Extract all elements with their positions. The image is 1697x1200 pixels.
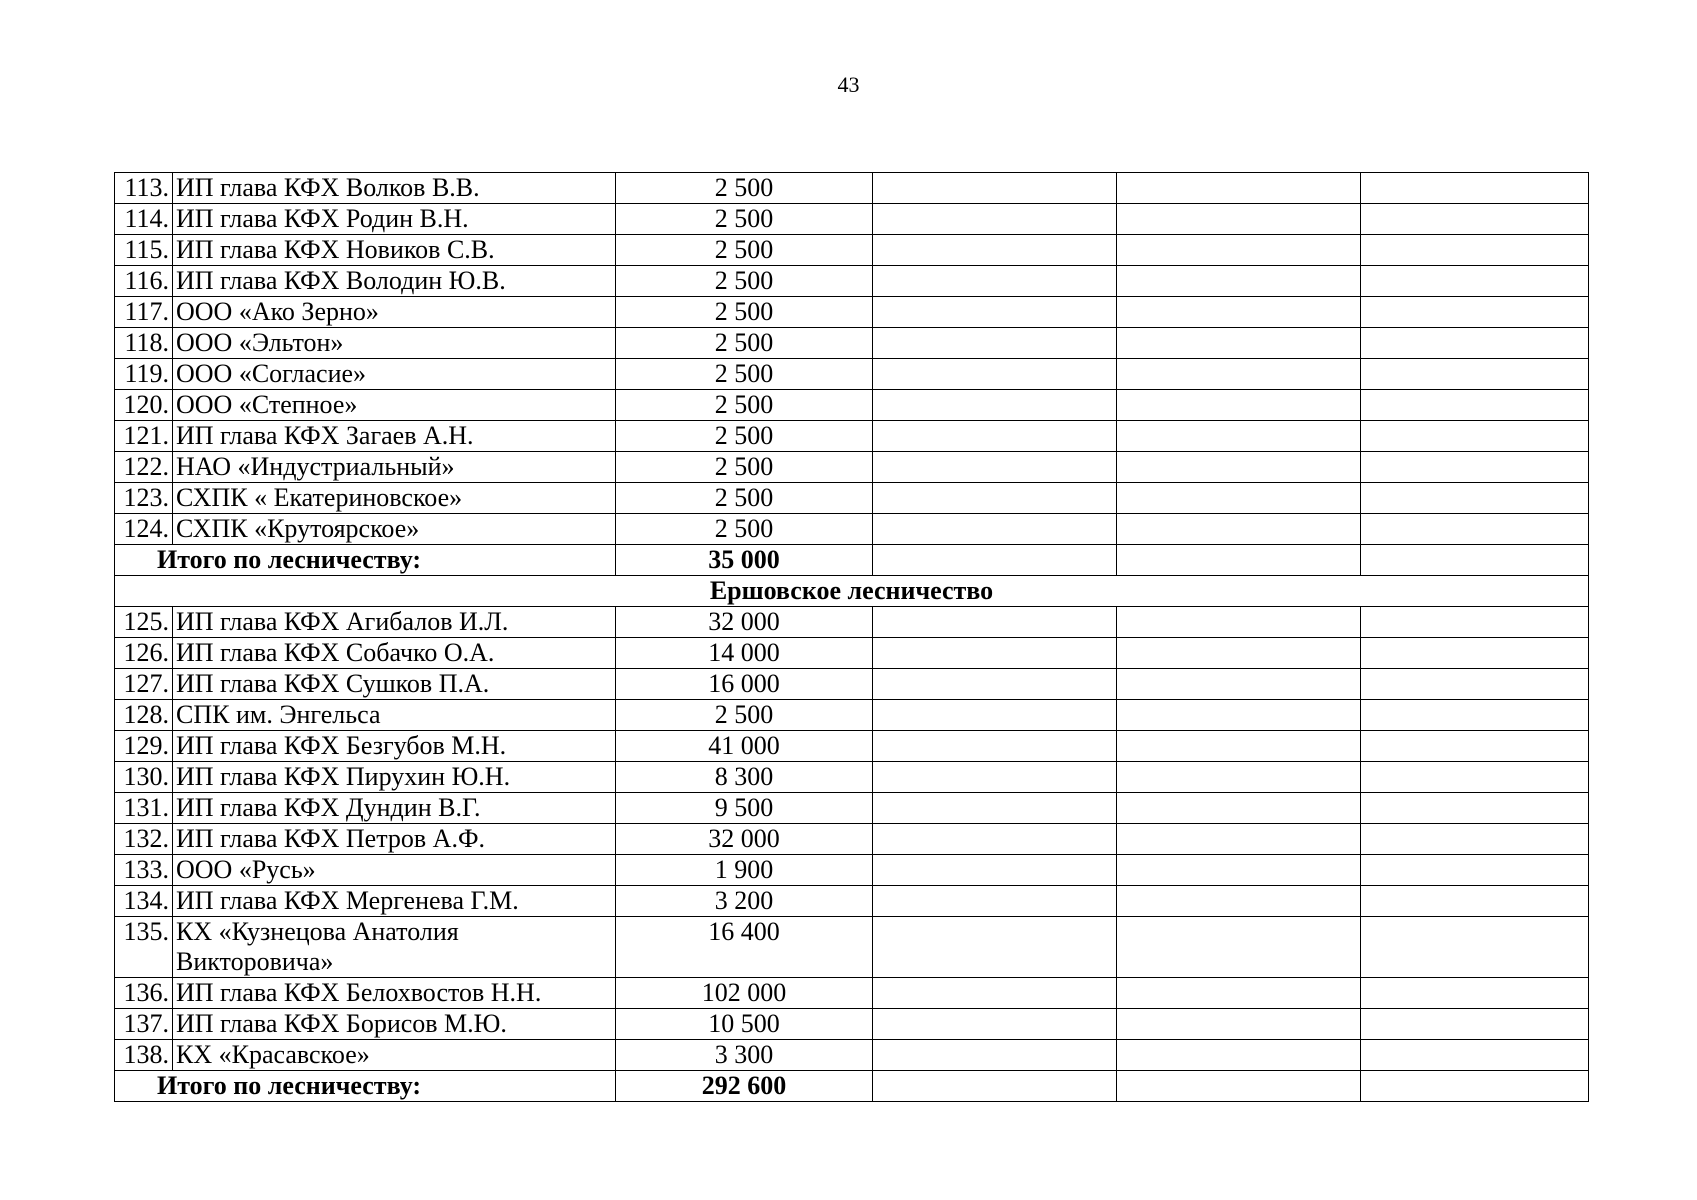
empty-cell [873, 1009, 1117, 1040]
empty-cell [1361, 669, 1589, 700]
row-number: 132. [115, 824, 173, 855]
empty-cell [1117, 607, 1361, 638]
organization-name: ИП глава КФХ Володин Ю.В. [173, 266, 616, 297]
amount-value: 10 500 [616, 1009, 873, 1040]
amount-value: 2 500 [616, 483, 873, 514]
row-number: 129. [115, 731, 173, 762]
row-number: 117. [115, 297, 173, 328]
page-number: 43 [837, 72, 860, 97]
organization-name: ИП глава КФХ Мергенева Г.М. [173, 886, 616, 917]
empty-cell [1361, 173, 1589, 204]
empty-cell [1361, 328, 1589, 359]
empty-cell [1117, 359, 1361, 390]
organization-name: ИП глава КФХ Безгубов М.Н. [173, 731, 616, 762]
total-row [115, 545, 1589, 576]
organization-name: СХПК « Екатериновское» [173, 483, 616, 514]
organization-name: ООО «Русь» [173, 855, 616, 886]
total-label: Итого по лесничеству: [115, 1071, 616, 1102]
organization-name: ООО «Согласие» [173, 359, 616, 390]
empty-cell [1117, 669, 1361, 700]
empty-cell [1117, 266, 1361, 297]
row-number: 130. [115, 762, 173, 793]
empty-cell [1117, 1071, 1361, 1102]
row-number: 116. [115, 266, 173, 297]
table-row [115, 483, 1589, 514]
empty-cell [873, 297, 1117, 328]
empty-cell [873, 638, 1117, 669]
empty-cell [1361, 514, 1589, 545]
row-number: 135. [115, 917, 173, 978]
empty-cell [1361, 483, 1589, 514]
amount-value: 2 500 [616, 452, 873, 483]
amount-value: 2 500 [616, 359, 873, 390]
empty-cell [873, 793, 1117, 824]
empty-cell [1117, 1009, 1361, 1040]
row-number: 119. [115, 359, 173, 390]
empty-cell [1117, 452, 1361, 483]
row-number: 137. [115, 1009, 173, 1040]
organization-name: НАО «Индустриальный» [173, 452, 616, 483]
empty-cell [1117, 762, 1361, 793]
amount-value: 41 000 [616, 731, 873, 762]
empty-cell [1361, 452, 1589, 483]
amount-value: 2 500 [616, 700, 873, 731]
table-row [115, 855, 1589, 886]
empty-cell [1361, 297, 1589, 328]
empty-cell [1117, 638, 1361, 669]
empty-cell [1361, 421, 1589, 452]
empty-cell [1117, 328, 1361, 359]
row-number: 121. [115, 421, 173, 452]
total-value: 35 000 [616, 545, 873, 576]
table-row [115, 978, 1589, 1009]
empty-cell [873, 1040, 1117, 1071]
organization-name: ООО «Степное» [173, 390, 616, 421]
empty-cell [1361, 731, 1589, 762]
empty-cell [873, 545, 1117, 576]
empty-cell [873, 173, 1117, 204]
empty-cell [1361, 1009, 1589, 1040]
empty-cell [873, 762, 1117, 793]
row-number: 131. [115, 793, 173, 824]
empty-cell [1361, 235, 1589, 266]
row-number: 113. [115, 173, 173, 204]
empty-cell [1117, 545, 1361, 576]
empty-cell [1361, 762, 1589, 793]
empty-cell [873, 1071, 1117, 1102]
row-number: 123. [115, 483, 173, 514]
amount-value: 32 000 [616, 607, 873, 638]
empty-cell [873, 607, 1117, 638]
amount-value: 2 500 [616, 328, 873, 359]
table-row [115, 173, 1589, 204]
empty-cell [1361, 545, 1589, 576]
empty-cell [1117, 700, 1361, 731]
amount-value: 2 500 [616, 266, 873, 297]
empty-cell [873, 514, 1117, 545]
empty-cell [1361, 607, 1589, 638]
empty-cell [1361, 886, 1589, 917]
empty-cell [873, 235, 1117, 266]
empty-cell [1361, 700, 1589, 731]
table-row [115, 235, 1589, 266]
empty-cell [1361, 204, 1589, 235]
empty-cell [1117, 793, 1361, 824]
organization-name: ИП глава КФХ Петров А.Ф. [173, 824, 616, 855]
organization-name: ООО «Эльтон» [173, 328, 616, 359]
empty-cell [1117, 173, 1361, 204]
organization-name: СПК им. Энгельса [173, 700, 616, 731]
row-number: 118. [115, 328, 173, 359]
total-row [115, 1071, 1589, 1102]
table-row [115, 1040, 1589, 1071]
empty-cell [873, 886, 1117, 917]
empty-cell [873, 452, 1117, 483]
row-number: 134. [115, 886, 173, 917]
table-row [115, 607, 1589, 638]
table-row [115, 297, 1589, 328]
empty-cell [1117, 731, 1361, 762]
amount-value: 102 000 [616, 978, 873, 1009]
table-row [115, 390, 1589, 421]
amount-value: 32 000 [616, 824, 873, 855]
empty-cell [1361, 978, 1589, 1009]
empty-cell [1117, 824, 1361, 855]
empty-cell [1117, 514, 1361, 545]
table-row [115, 793, 1589, 824]
organization-name: СХПК «Крутоярское» [173, 514, 616, 545]
empty-cell [1117, 1040, 1361, 1071]
empty-cell [873, 483, 1117, 514]
empty-cell [1117, 855, 1361, 886]
organization-name: КХ «Красавское» [173, 1040, 616, 1071]
organization-name: ИП глава КФХ Агибалов И.Л. [173, 607, 616, 638]
organization-name: ИП глава КФХ Родин В.Н. [173, 204, 616, 235]
row-number: 115. [115, 235, 173, 266]
empty-cell [1117, 204, 1361, 235]
table-row [115, 700, 1589, 731]
empty-cell [1361, 638, 1589, 669]
table-row [115, 328, 1589, 359]
table-row [115, 917, 1589, 978]
row-number: 125. [115, 607, 173, 638]
amount-value: 2 500 [616, 204, 873, 235]
amount-value: 2 500 [616, 514, 873, 545]
empty-cell [1361, 824, 1589, 855]
table-row [115, 669, 1589, 700]
amount-value: 1 900 [616, 855, 873, 886]
empty-cell [873, 824, 1117, 855]
organization-name: ИП глава КФХ Волков В.В. [173, 173, 616, 204]
empty-cell [1361, 1071, 1589, 1102]
total-label: Итого по лесничеству: [115, 545, 616, 576]
table-row [115, 762, 1589, 793]
row-number: 127. [115, 669, 173, 700]
table-row [115, 1009, 1589, 1040]
row-number: 138. [115, 1040, 173, 1071]
row-number: 128. [115, 700, 173, 731]
table-row [115, 452, 1589, 483]
row-number: 124. [115, 514, 173, 545]
empty-cell [1361, 266, 1589, 297]
empty-cell [1117, 886, 1361, 917]
amount-value: 16 000 [616, 669, 873, 700]
empty-cell [1361, 359, 1589, 390]
organization-name: ИП глава КФХ Дундин В.Г. [173, 793, 616, 824]
amount-value: 2 500 [616, 173, 873, 204]
table-row [115, 886, 1589, 917]
amount-value: 2 500 [616, 235, 873, 266]
row-number: 133. [115, 855, 173, 886]
organization-name: ИП глава КФХ Новиков С.В. [173, 235, 616, 266]
empty-cell [873, 855, 1117, 886]
empty-cell [873, 204, 1117, 235]
empty-cell [1361, 1040, 1589, 1071]
organization-name: ИП глава КФХ Пирухин Ю.Н. [173, 762, 616, 793]
organization-name: ИП глава КФХ Борисов М.Ю. [173, 1009, 616, 1040]
organization-name: ИП глава КФХ Загаев А.Н. [173, 421, 616, 452]
amount-value: 2 500 [616, 297, 873, 328]
empty-cell [873, 917, 1117, 978]
amount-value: 3 200 [616, 886, 873, 917]
empty-cell [1117, 390, 1361, 421]
empty-cell [873, 700, 1117, 731]
empty-cell [873, 266, 1117, 297]
empty-cell [873, 328, 1117, 359]
empty-cell [873, 421, 1117, 452]
table-row [115, 204, 1589, 235]
organization-name: ООО «Ако Зерно» [173, 297, 616, 328]
organization-name: КХ «Кузнецова Анатолия Викторовича» [173, 917, 616, 978]
table-row [115, 824, 1589, 855]
row-number: 120. [115, 390, 173, 421]
row-number: 114. [115, 204, 173, 235]
row-number: 126. [115, 638, 173, 669]
organization-name: ИП глава КФХ Белохвостов Н.Н. [173, 978, 616, 1009]
empty-cell [1361, 793, 1589, 824]
section-header-row [115, 576, 1589, 607]
empty-cell [1117, 917, 1361, 978]
empty-cell [1361, 390, 1589, 421]
empty-cell [873, 359, 1117, 390]
table-row [115, 359, 1589, 390]
row-number: 122. [115, 452, 173, 483]
table-row [115, 731, 1589, 762]
amount-value: 3 300 [616, 1040, 873, 1071]
empty-cell [1117, 978, 1361, 1009]
empty-cell [873, 731, 1117, 762]
empty-cell [1117, 421, 1361, 452]
empty-cell [873, 978, 1117, 1009]
total-value: 292 600 [616, 1071, 873, 1102]
empty-cell [1361, 917, 1589, 978]
amount-value: 8 300 [616, 762, 873, 793]
row-number: 136. [115, 978, 173, 1009]
organization-name: ИП глава КФХ Сушков П.А. [173, 669, 616, 700]
amount-value: 16 400 [616, 917, 873, 978]
table-row [115, 638, 1589, 669]
empty-cell [1117, 235, 1361, 266]
empty-cell [1361, 855, 1589, 886]
empty-cell [1117, 297, 1361, 328]
amount-value: 2 500 [616, 390, 873, 421]
data-table [114, 172, 1589, 1102]
empty-cell [873, 669, 1117, 700]
empty-cell [1117, 483, 1361, 514]
table-row [115, 421, 1589, 452]
section-title: Ершовское лесничество [115, 576, 1589, 607]
amount-value: 9 500 [616, 793, 873, 824]
table-row [115, 514, 1589, 545]
organization-name: ИП глава КФХ Собачко О.А. [173, 638, 616, 669]
table-row [115, 266, 1589, 297]
amount-value: 14 000 [616, 638, 873, 669]
amount-value: 2 500 [616, 421, 873, 452]
empty-cell [873, 390, 1117, 421]
